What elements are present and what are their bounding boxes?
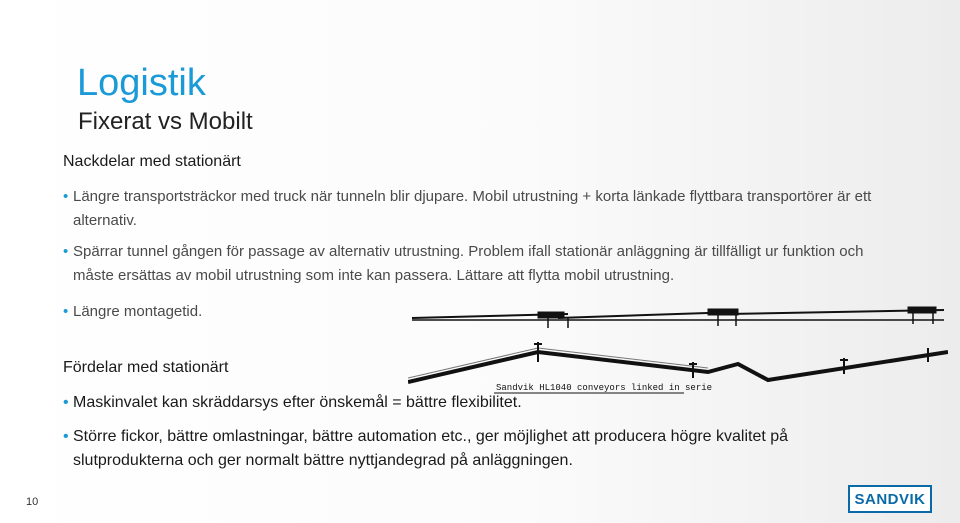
bullet-icon: • bbox=[63, 428, 69, 445]
bullet-icon: • bbox=[63, 303, 69, 320]
nackdelar-item bbox=[63, 300, 403, 324]
fordelar-item-text: Maskinvalet kan skräddarsys efter önskemål = bättre flexibilitet. bbox=[73, 394, 522, 411]
bullet-icon: • bbox=[63, 188, 69, 205]
nackdelar-item bbox=[63, 185, 893, 233]
conveyor-zigzag-row bbox=[408, 342, 948, 382]
nackdelar-item-text: Längre montagetid. bbox=[73, 303, 203, 320]
conveyor-illustration bbox=[408, 300, 948, 400]
nackdelar-item-text: Längre transportsträckor med truck när tunneln blir djupare. Mobil utrustning + korta länkade flyttbara transportörer är ett alternativ. bbox=[73, 188, 872, 229]
fordelar-item bbox=[63, 425, 863, 473]
slide-subtitle: Fixerat vs Mobilt bbox=[78, 108, 253, 135]
nackdelar-item bbox=[63, 240, 893, 288]
nackdelar-heading: Nackdelar med stationärt bbox=[63, 153, 241, 170]
fordelar-heading: Fördelar med stationärt bbox=[63, 359, 229, 376]
fordelar-item-text: Större fickor, bättre omlastningar, bättre automation etc., ger möjlighet att producera högre kvalitet på slutprodukterna och ger normalt bättre nyttjandegrad på anläggningen. bbox=[73, 428, 789, 469]
logo-text: SANDVIK bbox=[854, 490, 926, 508]
page-number: 10 bbox=[26, 496, 39, 508]
conveyor-top-row bbox=[412, 307, 944, 328]
bullet-icon: • bbox=[63, 243, 69, 260]
bullet-icon: • bbox=[63, 394, 69, 411]
conveyor-caption: Sandvik HL1040 conveyors linked in serie bbox=[496, 383, 713, 393]
slide-title: Logistik bbox=[77, 62, 206, 104]
sandvik-logo bbox=[848, 485, 932, 513]
nackdelar-item-text: Spärrar tunnel gången för passage av alternativ utrustning. Problem ifall stationär anläggning är tillfälligt ur funktion och måste ersättas av mobil utrustning som inte kan passera. Lättare att flytta mobil utrustning. bbox=[73, 243, 864, 284]
